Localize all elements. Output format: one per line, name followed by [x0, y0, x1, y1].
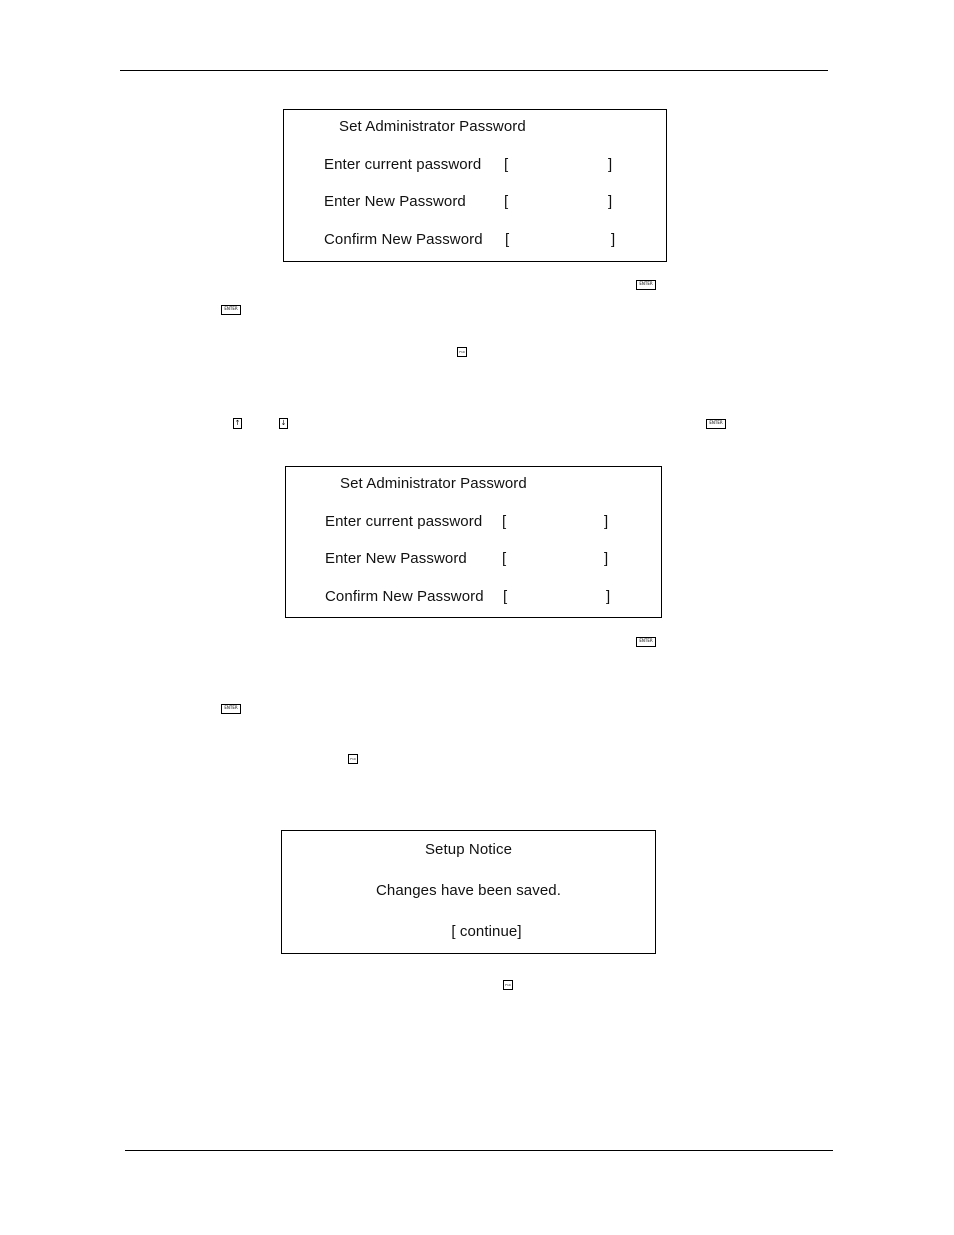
f10-key-icon: F10 [348, 754, 358, 764]
new-password-open-bracket[interactable]: [ [504, 193, 509, 210]
current-password-close-bracket[interactable]: ] [604, 513, 609, 530]
enter-key-icon: ENTER [706, 419, 726, 429]
enter-current-password-label: Enter current password [325, 513, 483, 530]
confirm-password-open-bracket[interactable]: [ [505, 231, 510, 248]
enter-new-password-label: Enter New Password [325, 550, 467, 567]
set-admin-password-dialog-2 [285, 466, 662, 618]
confirm-password-close-bracket[interactable]: ] [606, 588, 611, 605]
new-password-close-bracket[interactable]: ] [604, 550, 609, 567]
enter-key-icon: ENTER [636, 637, 656, 647]
enter-new-password-label: Enter New Password [324, 193, 466, 210]
enter-current-password-label: Enter current password [324, 156, 482, 173]
continue-button[interactable]: [ continue] [451, 923, 522, 940]
confirm-password-close-bracket[interactable]: ] [611, 231, 616, 248]
enter-key-icon: ENTER [221, 305, 241, 315]
confirm-new-password-label: Confirm New Password [324, 231, 483, 248]
confirm-new-password-label: Confirm New Password [325, 588, 484, 605]
current-password-close-bracket[interactable]: ] [608, 156, 613, 173]
f10-key-icon: F10 [503, 980, 513, 990]
enter-key-icon: ENTER [636, 280, 656, 290]
current-password-open-bracket[interactable]: [ [502, 513, 507, 530]
new-password-open-bracket[interactable]: [ [502, 550, 507, 567]
enter-key-icon: ENTER [221, 704, 241, 714]
set-admin-password-dialog-1 [283, 109, 667, 262]
setup-notice-dialog [281, 830, 656, 954]
down-arrow-key-icon: ↓ [280, 419, 287, 427]
setup-notice-title: Setup Notice [424, 841, 513, 858]
footer-rule [125, 1150, 833, 1151]
confirm-password-open-bracket[interactable]: [ [503, 588, 508, 605]
f10-key-icon: F10 [457, 347, 467, 357]
changes-saved-message: Changes have been saved. [375, 882, 562, 899]
current-password-open-bracket[interactable]: [ [504, 156, 509, 173]
dialog-title: Set Administrator Password [339, 118, 526, 135]
header-rule [120, 70, 828, 71]
new-password-close-bracket[interactable]: ] [608, 193, 613, 210]
dialog-title: Set Administrator Password [340, 475, 527, 492]
up-arrow-key-icon: ↑ [234, 419, 241, 427]
